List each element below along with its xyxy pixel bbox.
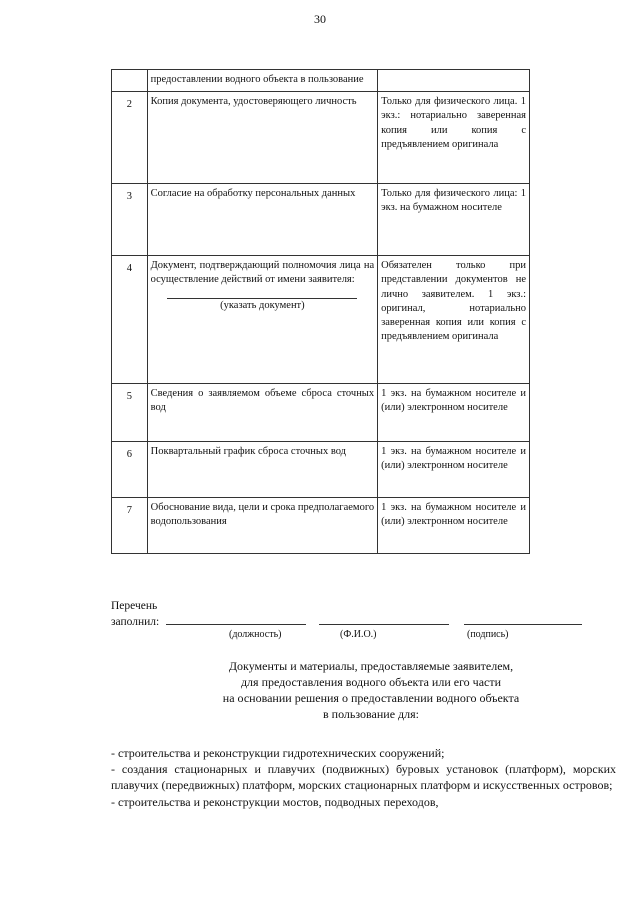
table-row	[112, 92, 530, 184]
document-note	[378, 70, 530, 92]
list-item: - создания стационарных и плавучих (подвижных) буровых установок (платформ), морских плавучих (передвижных) платформ, морских стационарных платформ и искусственных островов;	[111, 762, 616, 793]
section-heading	[111, 659, 631, 723]
table-row	[112, 256, 530, 384]
row-number: 6	[112, 442, 148, 498]
list-item: - строительства и реконструкции мостов, подводных переходов,	[111, 794, 439, 809]
table-row	[112, 70, 530, 92]
row-number: 7	[112, 498, 148, 554]
document-name: Согласие на обработку персональных данных	[147, 184, 377, 256]
filler-label: заполнил:	[111, 616, 160, 629]
heading-line: на основании решения о предоставлении водного объекта	[222, 690, 520, 705]
heading-line: в пользование для:	[322, 706, 419, 721]
table-row	[112, 384, 530, 442]
row-number: 3	[112, 184, 148, 256]
document-note: 1 экз. на бумажном носителе и (или) электронном носителе	[378, 498, 530, 554]
row-number: 5	[112, 384, 148, 442]
document-name	[147, 256, 377, 384]
document-note: Только для физического лица: 1 экз. на бумажном носителе	[378, 184, 530, 256]
filler-block	[111, 598, 582, 630]
document-note: Только для физического лица. 1 экз.: нотариально заверенная копия или копия с предъявлением оригинала	[378, 92, 530, 184]
signature-line	[464, 614, 582, 625]
document-name: предоставлении водного объекта в пользование	[147, 70, 377, 92]
document-name: Поквартальный график сброса сточных вод	[147, 442, 377, 498]
name-line	[319, 614, 449, 625]
table-row	[112, 498, 530, 554]
page-number: 30	[314, 12, 326, 26]
name-caption: (Ф.И.О.)	[340, 629, 377, 640]
position-caption: (должность)	[229, 629, 282, 640]
row-number	[112, 70, 148, 92]
table-row	[112, 442, 530, 498]
document-name: Обоснование вида, цели и срока предполагаемого водопользования	[147, 498, 377, 554]
document-name: Копия документа, удостоверяющего личность	[147, 92, 377, 184]
list-item: - строительства и реконструкции гидротехнических сооружений;	[111, 746, 445, 760]
row-number: 4	[112, 256, 148, 384]
filler-line	[111, 614, 582, 630]
heading-line: для предоставления водного объекта или его части	[240, 674, 502, 689]
documents-table	[111, 69, 530, 554]
position-line	[166, 614, 306, 625]
document-note: 1 экз. на бумажном носителе и (или) электронном носителе	[378, 442, 530, 498]
filler-title: Перечень	[111, 600, 158, 612]
document-note: Обязателен только при представлении документов не лично заявителем. 1 экз.: оригинал, нотариально заверенная копия или копия с предъявлением оригинала	[378, 256, 530, 384]
document-name-text: Документ, подтверждающий полномочия лица на осуществление действий от имени заявителя:	[150, 260, 375, 286]
heading-line: Документы и материалы, предоставляемые заявителем,	[228, 659, 514, 673]
row-number: 2	[112, 92, 148, 184]
document-note: 1 экз. на бумажном носителе и (или) электронном носителе	[378, 384, 530, 442]
signature-caption: (подпись)	[467, 629, 509, 640]
purpose-list	[111, 745, 616, 810]
document-hint: (указать документ)	[220, 299, 305, 311]
table-row	[112, 184, 530, 256]
document-name: Сведения о заявляемом объеме сброса сточных вод	[147, 384, 377, 442]
